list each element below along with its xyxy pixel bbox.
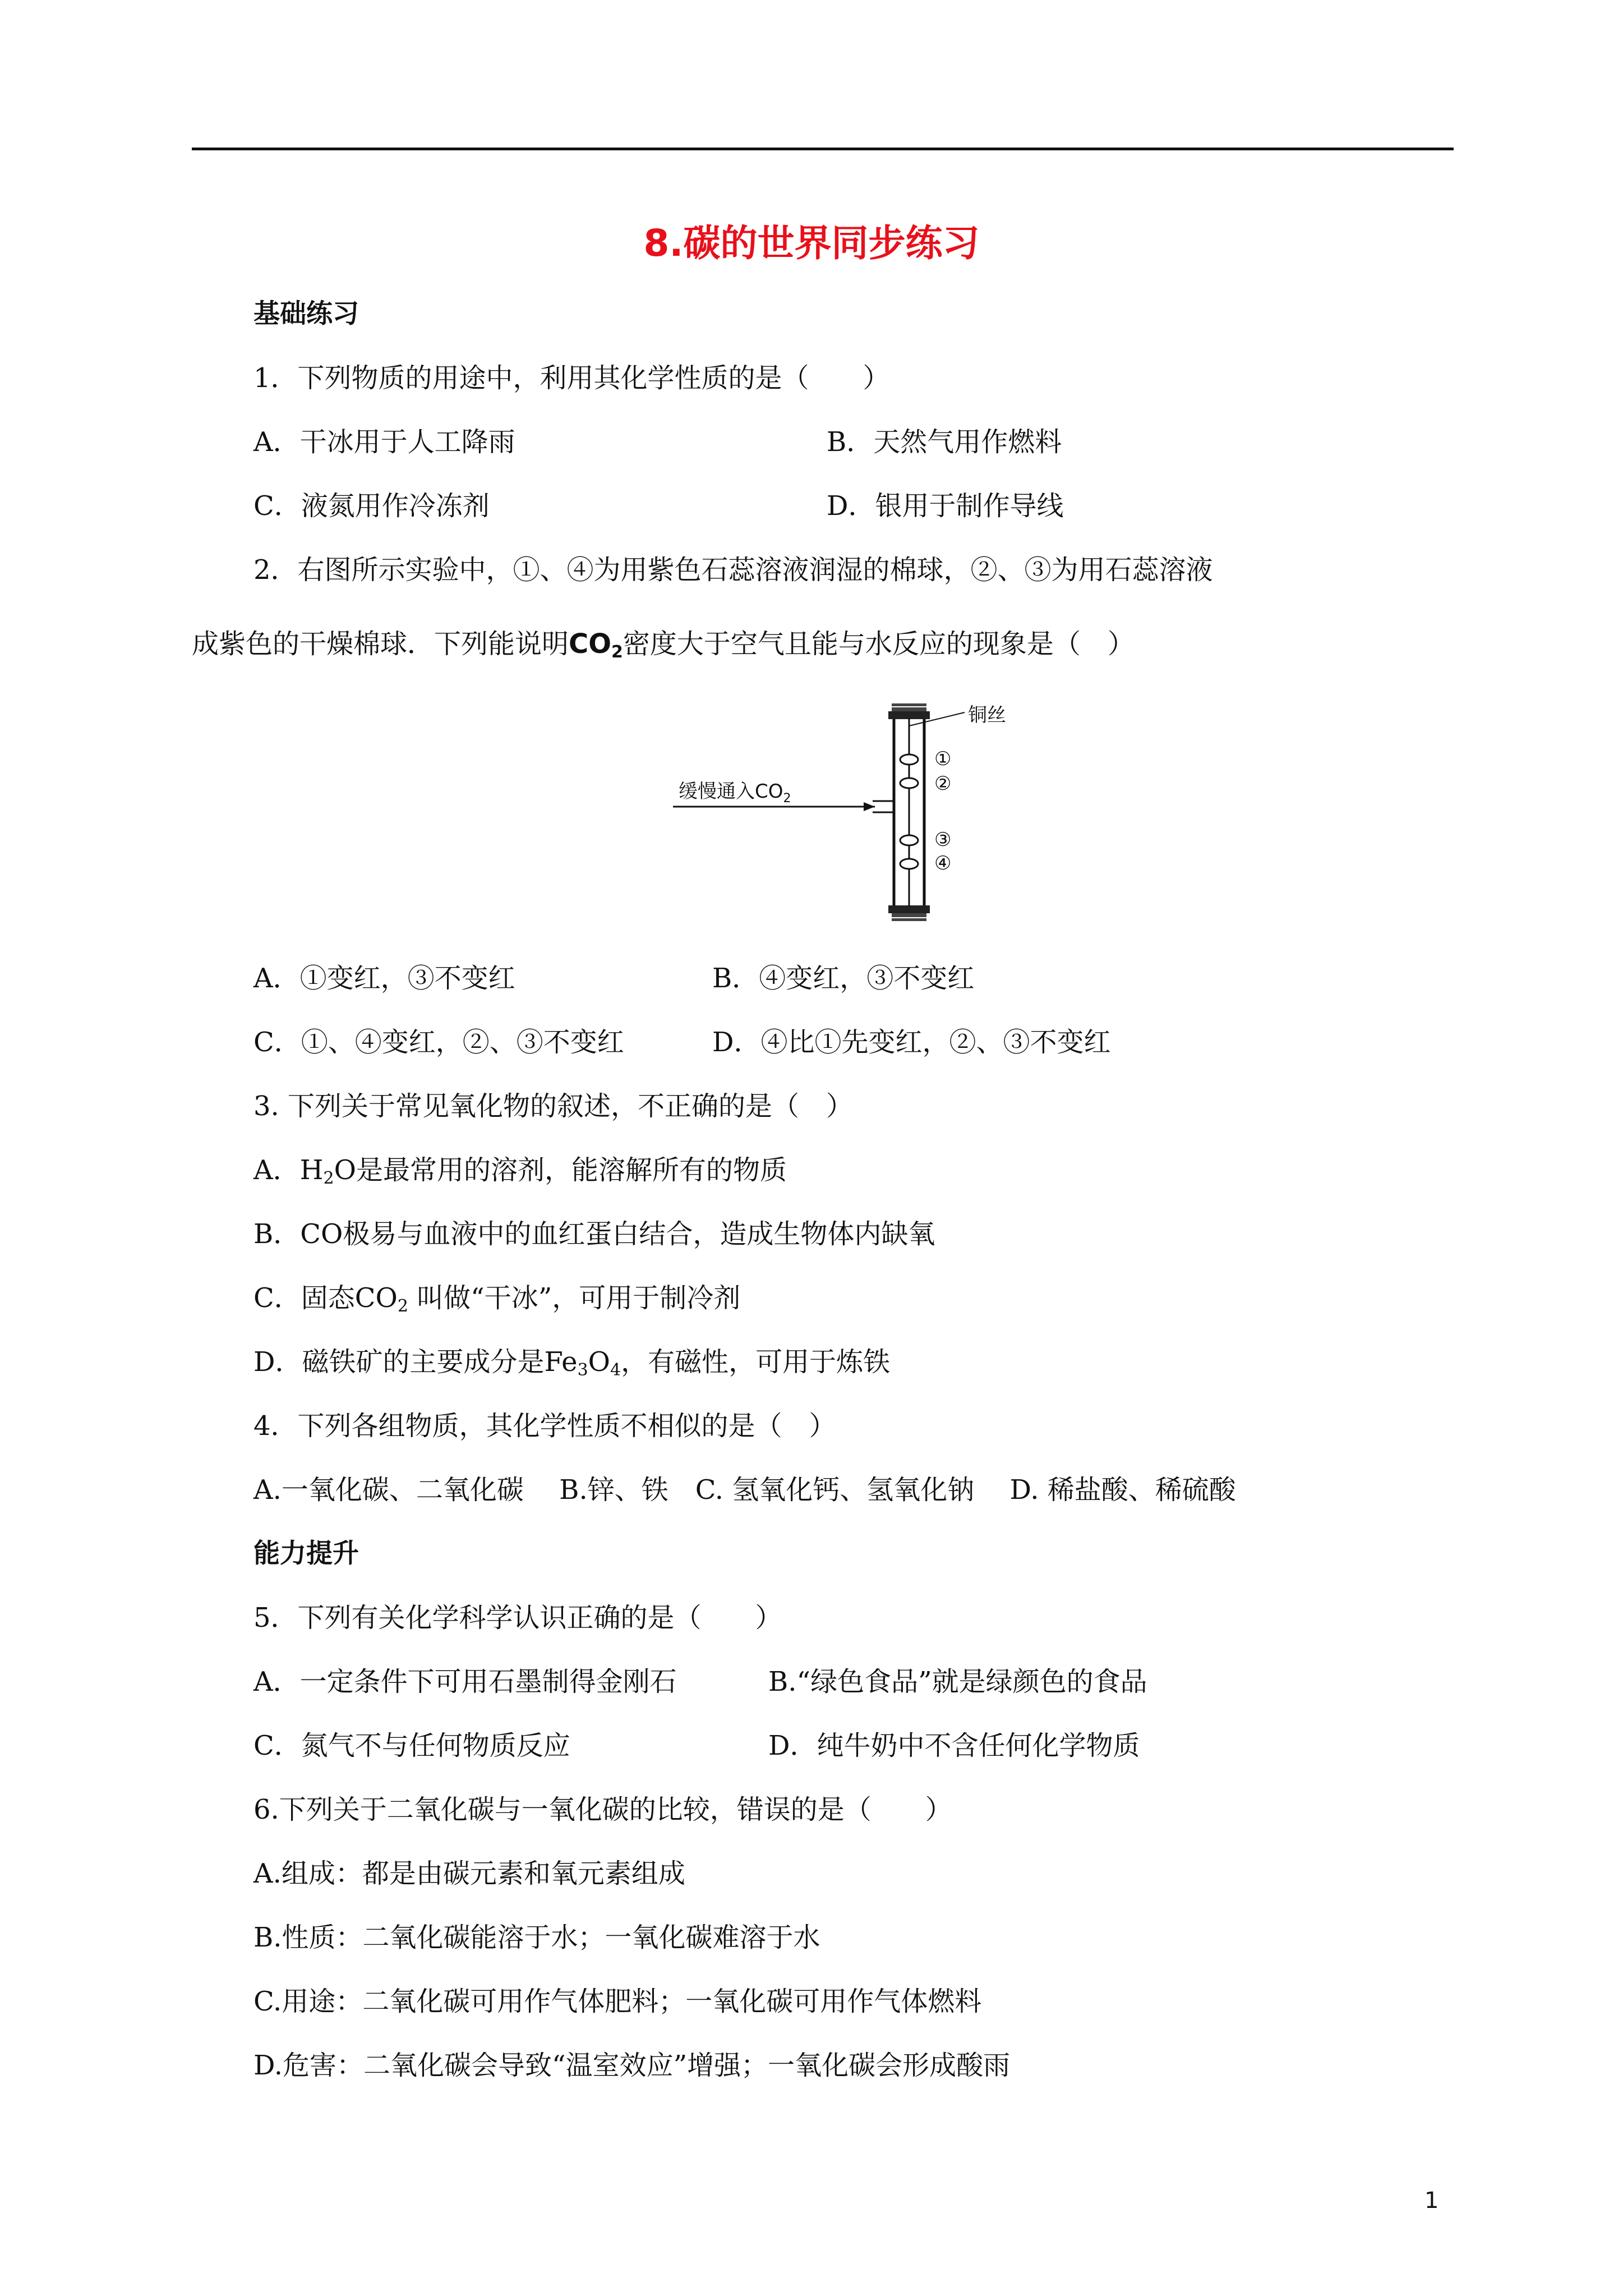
- marker-4: ④: [934, 852, 952, 875]
- q1-option-b: B．天然气用作燃料: [827, 426, 1062, 458]
- q5-option-c: C．氮气不与任何物质反应: [253, 1730, 570, 1761]
- q2-stem-line2: 成紫色的干燥棉球．下列能说明$CO_2$密度大于空气且能与水反应的现象是（ ）: [192, 628, 1135, 662]
- marker-2: ②: [934, 772, 952, 795]
- q3-stem: 3. 下列关于常见氧化物的叙述，不正确的是（ ）: [253, 1091, 854, 1122]
- header-rule: [192, 148, 1454, 150]
- q1-option-a: A．干冰用于人工降雨: [253, 426, 515, 458]
- q4-options: A.一氧化碳、二氧化碳 B.锌、铁 C. 氢氧化钙、氢氧化钠 D. 稀盐酸、稀硫酸: [253, 1474, 1236, 1506]
- q4-stem: 4．下列各组物质，其化学性质不相似的是（ ）: [253, 1410, 836, 1442]
- wire-label: 铜丝: [968, 704, 1006, 726]
- q3-option-d: D．磁铁矿的主要成分是$Fe_3O_4$，有磁性，可用于炼铁: [253, 1346, 891, 1380]
- section-heading-basic: 基础练习: [253, 298, 359, 329]
- q5-option-d: D．纯牛奶中不含任何化学物质: [768, 1730, 1140, 1761]
- q6-option-a: A.组成：都是由碳元素和氧元素组成: [253, 1858, 685, 1889]
- marker-3: ③: [934, 829, 952, 851]
- page-title: 8.碳的世界同步练习: [643, 222, 980, 265]
- q1-option-c: C．液氮用作冷冻剂: [253, 490, 490, 522]
- q2-option-d: D．④比①先变红，②、③不变红: [712, 1027, 1111, 1058]
- q1-stem: 1．下列物质的用途中，利用其化学性质的是（ ）: [253, 362, 890, 394]
- inlet-label: 缓慢通入$CO_2$: [679, 780, 791, 806]
- co2-apparatus-figure: [667, 701, 1038, 926]
- page-number: 1: [1424, 2188, 1439, 2214]
- q3-option-a: A．$H_2O$是最常用的溶剂，能溶解所有的物质: [253, 1154, 787, 1188]
- q3-option-b: B．CO极易与血液中的血红蛋白结合，造成生物体内缺氧: [253, 1218, 935, 1250]
- q2-option-a: A．①变红，③不变红: [253, 963, 515, 994]
- q5-option-a: A．一定条件下可用石墨制得金刚石: [253, 1666, 677, 1697]
- q2-stem-line1: 2．右图所示实验中，①、④为用紫色石蕊溶液润湿的棉球，②、③为用石蕊溶液: [253, 554, 1213, 586]
- q2-option-b: B．④变红，③不变红: [712, 963, 975, 994]
- q6-stem: 6.下列关于二氧化碳与一氧化碳的比较，错误的是（ ）: [253, 1794, 952, 1825]
- q5-stem: 5．下列有关化学科学认识正确的是（ ）: [253, 1602, 782, 1634]
- marker-1: ①: [934, 748, 952, 770]
- q6-option-b: B.性质：二氧化碳能溶于水；一氧化碳难溶于水: [253, 1922, 820, 1953]
- q5-option-b: B.“绿色食品”就是绿颜色的食品: [768, 1666, 1147, 1697]
- q6-option-c: C.用途：二氧化碳可用作气体肥料；一氧化碳可用作气体燃料: [253, 1986, 982, 2017]
- q1-option-d: D．银用于制作导线: [827, 490, 1064, 522]
- q6-option-d: D.危害：二氧化碳会导致“温室效应”增强；一氧化碳会形成酸雨: [253, 2050, 1011, 2081]
- q2-option-c: C．①、④变红，②、③不变红: [253, 1027, 624, 1058]
- section-heading-advanced: 能力提升: [253, 1538, 359, 1569]
- q3-option-c: C．固态$CO_2$ 叫做“干冰”，可用于制冷剂: [253, 1282, 741, 1316]
